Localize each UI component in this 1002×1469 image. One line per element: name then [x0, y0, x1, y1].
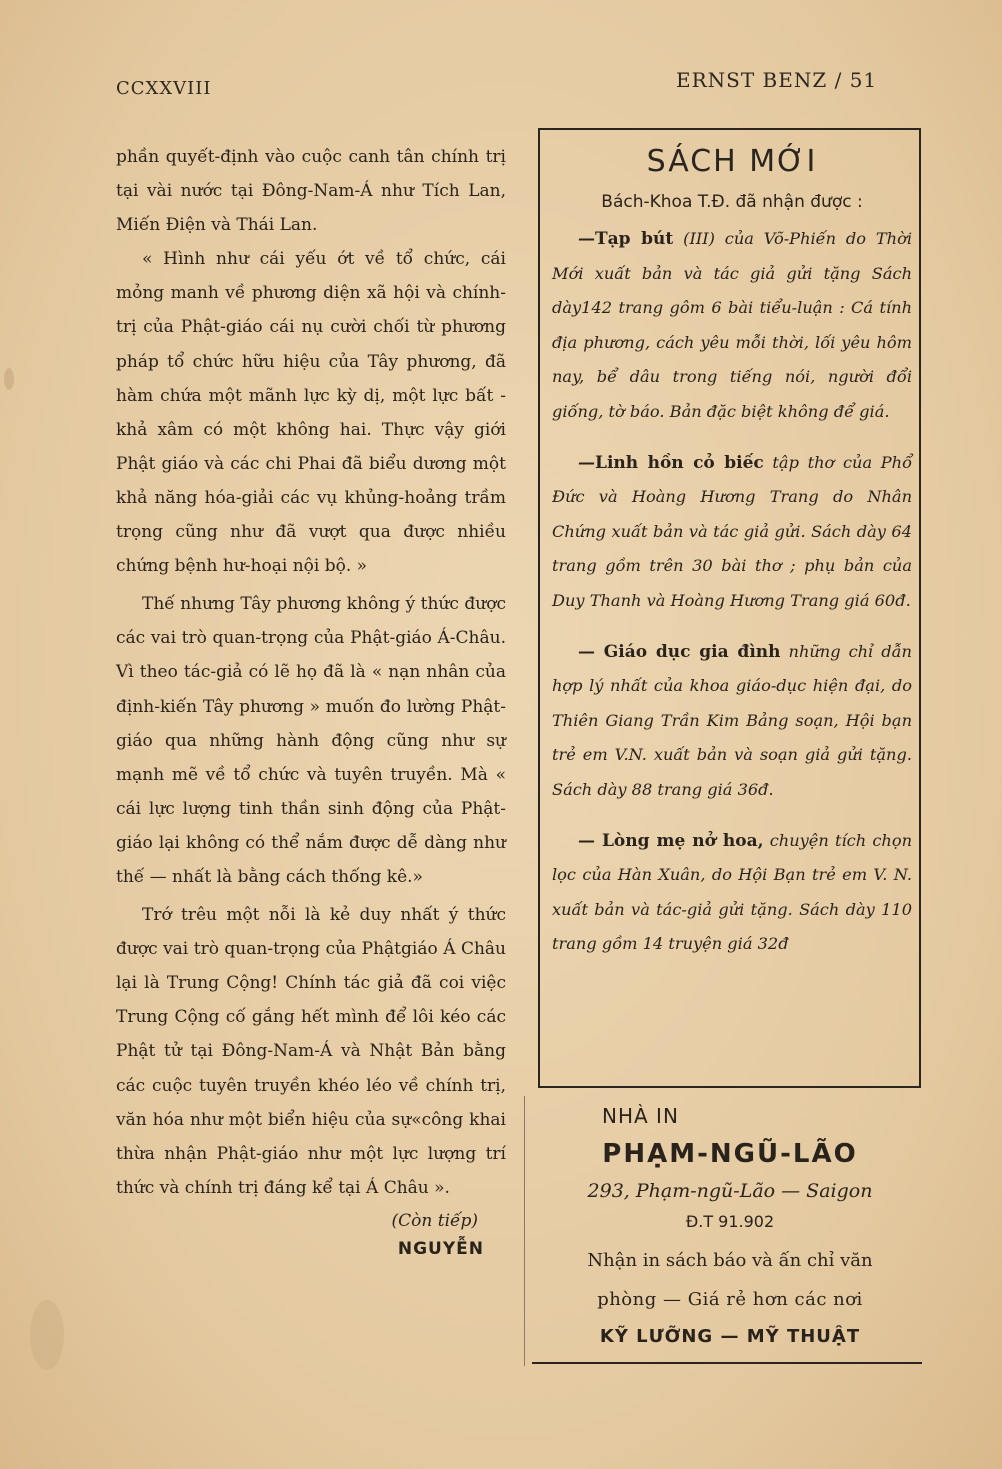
box-border-bottom — [538, 1086, 921, 1088]
book-entry — [552, 446, 912, 619]
book-title: —Tạp bút — [578, 229, 674, 249]
column-divider — [524, 1096, 525, 1366]
continued-note: (Còn tiếp) — [391, 1210, 478, 1231]
book-description: chuyện tích chọn lọc của Hàn Xuân, do Hội Bạn trẻ em V. N. xuất bản và tác-giả gửi tặng. Sách dày 110 trang gồm 14 truyện giá 32đ — [552, 830, 912, 954]
paragraph: Trớ trêu một nỗi là kẻ duy nhất ý thức được vai trò quan-trọng của Phậtgiáo Á Châu lại là Trung Cộng! Chính tác giả đã coi việc Trung Cộng cố gắng hết mình để lôi kéo các Phật tử tại Đông-Nam-Á và Nhật Bản bằng các cuộc tuyên truyền khéo léo về chính trị, văn hóa như một biển hiệu của sự«công khai thừa nhận Phật-giáo như một lực lượng trí thức và chính trị đáng kể tại Á Châu ». — [116, 905, 506, 1198]
book-entry — [552, 222, 912, 430]
printer-advertisement — [540, 1098, 920, 1354]
ad-company-name: PHẠM-NGŨ-LÃO — [602, 1139, 858, 1169]
article-column — [116, 140, 506, 1263]
ad-slogan: KỸ LƯỠNG — MỸ THUẬT — [599, 1326, 861, 1347]
new-books-subtitle: Bách-Khoa T.Đ. đã nhận được : — [601, 192, 863, 212]
book-entry — [552, 635, 912, 808]
ad-border-bottom — [532, 1362, 922, 1364]
ad-phone: Đ.T 91.902 — [685, 1212, 775, 1231]
new-books-title: SÁCH MỚI — [646, 144, 818, 179]
running-head: ERNST BENZ / 51 — [676, 68, 878, 92]
new-books-box — [552, 140, 912, 962]
book-title: — Giáo dục gia đình — [578, 641, 781, 662]
book-description: những chỉ dẫn hợp lý nhất của khoa giáo-dục hiện đại, do Thiên Giang Trần Kim Bảng soạn, Hội bạn trẻ em V.N. xuất bản và soạn giả gửi tặng. Sách dày 88 trang giá 36đ. — [552, 641, 912, 799]
book-description: (III) của Võ-Phiến do Thời Mới xuất bản và tác giả gửi tặng Sách dày142 trang gôm 6 bài tiểu-luận : Cá tính địa phương, cách yêu mỗi thời, lối yêu hôm nay, bể dâu trong tiếng nói, người đổi giống, tờ báo. Bản đặc biệt không để giá. — [552, 229, 913, 421]
box-border-left — [538, 128, 540, 1088]
book-title: —Linh hồn cỏ biếc — [578, 452, 764, 473]
paragraph: phần quyết-định vào cuộc canh tân chính trị tại vài nước tại Đông-Nam-Á như Tích Lan, Miến Điện và Thái Lan. — [116, 147, 506, 236]
ad-description: Nhận in sách báo và ấn chỉ văn — [587, 1250, 873, 1271]
box-border-right — [919, 128, 921, 1088]
book-entry — [552, 824, 912, 962]
stain — [30, 1300, 64, 1370]
ink-blot — [4, 368, 14, 390]
paragraph: Thế nhưng Tây phương không ý thức được các vai trò quan-trọng của Phật-giáo Á-Châu. Vì theo tác-giả có lẽ họ đã là « nạn nhân của định-kiến Tây phương » muốn đo lường Phật-giáo qua những hành động cũng như sự mạnh mẽ về tổ chức và tuyên truyền. Mà « cái lực lượng tinh thần sinh động của Phật-giáo lại không có thể nắm được dễ dàng như thế — nhất là bằng cách thống kê.» — [116, 594, 506, 887]
ad-description: phòng — Giá rẻ hơn các nơi — [597, 1289, 863, 1310]
paragraph-quote: « Hình như cái yếu ớt về tổ chức, cái mỏng manh về phương diện xã hội và chính-trị của Phật-giáo cái nụ cười chối từ phương pháp tổ chức hữu hiệu của Tây phương, đã hàm chứa một mãnh lực kỳ dị, một lực bất - khả xâm có một không hai. Thực vậy giới Phật giáo và các chi Phai đã biểu dương một khả năng hóa-giải các vụ khủng-hoảng trầm trọng cũng như đã vượt qua được nhiều chứng bệnh hư-hoại nội bộ. » — [116, 249, 506, 577]
ad-heading: NHÀ IN — [602, 1104, 679, 1128]
book-title: — Lòng mẹ nở hoa, — [578, 830, 764, 851]
box-border-top — [538, 128, 921, 130]
page-number-roman: CCXXVIII — [116, 78, 212, 99]
ad-address: 293, Phạm-ngũ-Lão — Saigon — [587, 1180, 873, 1202]
book-description: tập thơ của Phổ Đức và Hoàng Hương Trang do Nhân Chứng xuất bản và tác giả gửi. Sách dày 64 trang gồm trên 30 bài thơ ; phụ bản của Duy Thanh và Hoàng Hương Trang giá 60đ. — [552, 452, 912, 610]
author-name: NGUYỄN — [397, 1238, 484, 1259]
